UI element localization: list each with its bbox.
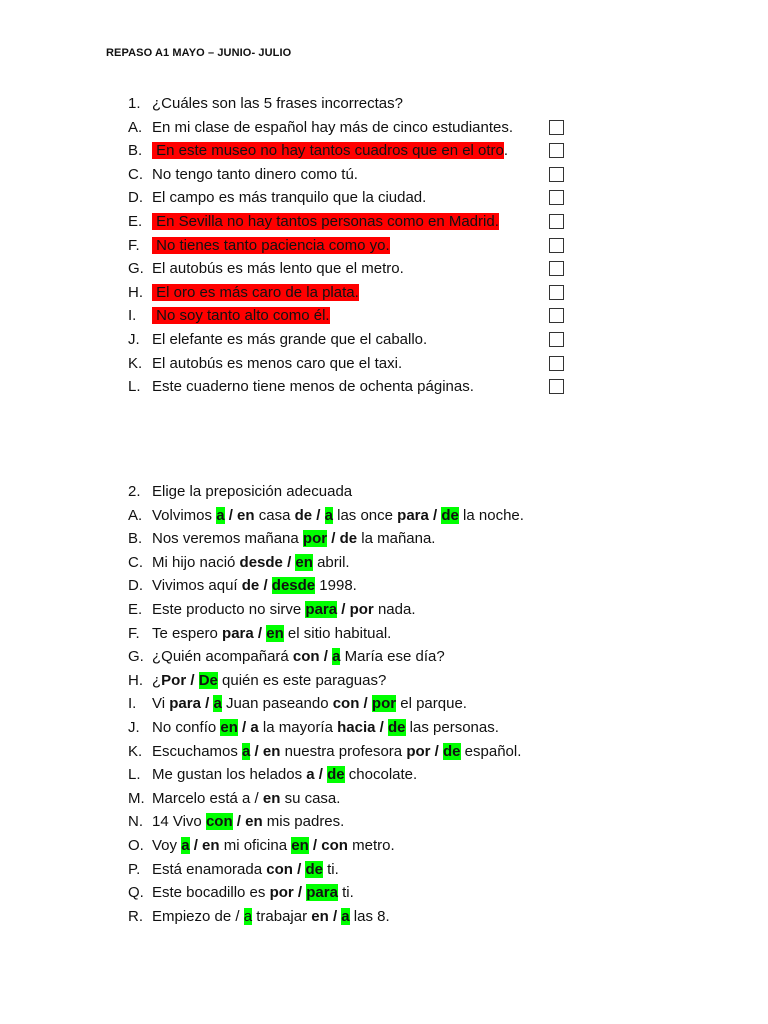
item-letter: Q. <box>128 884 144 902</box>
correct-answer-option[interactable]: de <box>305 860 323 878</box>
correct-answer-option[interactable]: desde <box>271 577 316 595</box>
correct-answer-option[interactable]: por <box>302 530 328 548</box>
preposition-option[interactable]: / en <box>189 836 220 854</box>
correct-answer-option[interactable]: en <box>291 836 309 854</box>
answer-checkbox[interactable] <box>549 120 564 135</box>
item-letter: B. <box>128 530 143 548</box>
correct-answer-option[interactable]: a <box>324 506 333 524</box>
exercise-1-item <box>128 186 513 210</box>
item-sentence: El elefante es más grande que el caballo. <box>152 330 428 348</box>
answer-checkbox[interactable] <box>549 356 564 371</box>
item-punctuation: . <box>503 142 509 160</box>
correct-answer-option[interactable]: en <box>295 553 313 571</box>
item-letter: R. <box>128 907 143 925</box>
sentence-text: nada. <box>373 600 416 618</box>
exercise-2-item <box>128 692 524 716</box>
sentence-text: español. <box>460 742 522 760</box>
exercise-2-items <box>128 504 524 929</box>
item-letter: G. <box>128 260 144 278</box>
sentence-text: María ese día? <box>340 648 445 666</box>
preposition-option[interactable]: / por <box>337 600 374 618</box>
sentence-text: Juan paseando <box>221 695 333 713</box>
correct-answer-option[interactable]: para <box>306 884 338 902</box>
preposition-option[interactable]: por / <box>406 742 439 760</box>
correct-answer-option[interactable]: por <box>371 695 397 713</box>
sentence-text: trabajar <box>252 907 312 925</box>
answer-checkbox[interactable] <box>549 167 564 182</box>
item-letter: B. <box>128 142 143 160</box>
item-letter: E. <box>128 212 143 230</box>
exercise-1-item <box>128 375 513 399</box>
correct-answer-option[interactable]: a <box>216 506 225 524</box>
item-sentence: El autobús es más lento que el metro. <box>152 260 404 278</box>
correct-answer-option[interactable]: a <box>242 742 251 760</box>
exercise-2-item <box>128 504 524 528</box>
preposition-option[interactable]: en / <box>311 907 338 925</box>
preposition-option[interactable]: / en <box>250 742 281 760</box>
sentence-text: abril. <box>312 553 350 571</box>
exercise-2-item <box>128 787 524 811</box>
correct-answer-option[interactable]: en <box>220 718 238 736</box>
preposition-option[interactable]: para / <box>169 695 210 713</box>
exercise-2-item <box>128 740 524 764</box>
item-letter: O. <box>128 836 144 854</box>
exercise-2-item <box>128 834 524 858</box>
sentence-text: chocolate. <box>344 766 418 784</box>
sentence-text: Está enamorada <box>152 860 267 878</box>
correct-answer-option[interactable]: de <box>388 718 406 736</box>
sentence-text: Empiezo de / <box>152 907 244 925</box>
preposition-option[interactable]: para / <box>222 624 263 642</box>
document-title: REPASO A1 MAYO – JUNIO- JULIO <box>106 47 292 59</box>
preposition-option[interactable]: / en <box>232 813 263 831</box>
sentence-text: Nos veremos mañana <box>152 530 303 548</box>
sentence-text: Voy <box>152 836 182 854</box>
correct-answer-option[interactable]: de <box>327 766 345 784</box>
sentence-text: las 8. <box>349 907 390 925</box>
item-sentence: No soy tanto alto como él. <box>152 307 330 325</box>
exercise-2-item <box>128 527 524 551</box>
sentence-text: ti. <box>337 884 354 902</box>
item-letter: G. <box>128 648 144 666</box>
item-letter: D. <box>128 577 143 595</box>
correct-answer-option[interactable]: de <box>441 506 459 524</box>
preposition-option[interactable]: con / <box>266 860 302 878</box>
sentence-text: Marcelo está a / <box>152 789 263 807</box>
exercise-1-item <box>128 116 513 140</box>
preposition-option[interactable]: / en <box>224 506 255 524</box>
exercise-1-item <box>128 163 513 187</box>
item-letter: P. <box>128 860 141 878</box>
item-letter: H. <box>128 671 143 689</box>
preposition-option[interactable]: desde / <box>239 553 292 571</box>
sentence-text: Este producto no sirve <box>152 600 306 618</box>
correct-answer-option[interactable]: para <box>305 600 338 618</box>
sentence-text: quién es este paraguas? <box>217 671 387 689</box>
exercise-2-item <box>128 858 524 882</box>
item-letter: J. <box>128 330 140 348</box>
preposition-option[interactable]: / con <box>308 836 348 854</box>
sentence-text: ti. <box>322 860 339 878</box>
sentence-text: Te espero <box>152 624 223 642</box>
item-sentence: No tengo tanto dinero como tú. <box>152 165 358 183</box>
preposition-option[interactable]: hacia / <box>337 718 384 736</box>
item-letter: L. <box>128 378 141 396</box>
sentence-text: la mañana. <box>357 530 436 548</box>
sentence-text: Escuchamos <box>152 742 243 760</box>
exercise-2-item <box>128 763 524 787</box>
sentence-text: la noche. <box>458 506 524 524</box>
correct-answer-option[interactable]: a <box>341 907 350 925</box>
item-sentence: Este cuaderno tiene menos de ochenta páginas. <box>152 378 474 396</box>
item-letter: F. <box>128 624 140 642</box>
correct-answer-option[interactable]: a <box>213 695 222 713</box>
preposition-option[interactable]: / a <box>237 718 259 736</box>
sentence-text: el parque. <box>396 695 467 713</box>
sentence-text: 1998. <box>315 577 357 595</box>
item-letter: K. <box>128 742 143 760</box>
sentence-text: nuestra profesora <box>280 742 407 760</box>
exercise-1-item <box>128 210 513 234</box>
exercise-2-number: 2. <box>128 483 141 500</box>
sentence-text: Vi <box>152 695 170 713</box>
correct-answer-option[interactable]: De <box>198 671 218 689</box>
item-letter: I. <box>128 307 137 325</box>
exercise-2-item <box>128 881 524 905</box>
exercise-1-item <box>128 352 513 376</box>
sentence-text: ¿Quién acompañará <box>152 648 293 666</box>
exercise-1-item <box>128 234 513 258</box>
item-sentence: El autobús es menos caro que el taxi. <box>152 354 403 372</box>
sentence-text: metro. <box>347 836 395 854</box>
item-letter: C. <box>128 553 143 571</box>
sentence-text: las personas. <box>405 718 499 736</box>
preposition-option[interactable]: a / <box>306 766 323 784</box>
exercise-1-item <box>128 257 513 281</box>
exercise-1-title: ¿Cuáles son las 5 frases incorrectas? <box>152 95 403 112</box>
correct-answer-option[interactable]: a <box>332 648 341 666</box>
sentence-text: ¿ <box>152 671 162 689</box>
exercise-2-item <box>128 716 524 740</box>
item-letter: E. <box>128 600 143 618</box>
preposition-option[interactable]: con / <box>292 648 328 666</box>
item-sentence: En Sevilla no hay tantos personas como en Madrid. <box>152 212 499 230</box>
preposition-option[interactable]: en <box>262 789 281 807</box>
preposition-option[interactable]: Por / <box>161 671 195 689</box>
exercise-1-item <box>128 328 513 352</box>
item-letter: L. <box>128 766 141 784</box>
sentence-text <box>320 507 324 524</box>
correct-answer-option[interactable]: en <box>266 624 284 642</box>
sentence-text: 14 Vivo <box>152 813 206 831</box>
correct-answer-option[interactable]: a <box>181 836 190 854</box>
answer-checkbox[interactable] <box>549 308 564 323</box>
sentence-text: Este bocadillo es <box>152 884 270 902</box>
preposition-option[interactable]: para / <box>397 506 438 524</box>
sentence-text: la mayoría <box>258 718 338 736</box>
sentence-text: su casa. <box>280 789 341 807</box>
item-sentence: En este museo no hay tantos cuadros que en el otro <box>152 142 504 160</box>
preposition-option[interactable]: de / <box>294 506 321 524</box>
preposition-option[interactable]: por / <box>269 884 303 902</box>
item-sentence: El campo es más tranquilo que la ciudad. <box>152 189 427 207</box>
exercise-1-number: 1. <box>128 95 141 112</box>
answer-checkbox[interactable] <box>549 238 564 253</box>
exercise-1-items <box>128 116 513 399</box>
item-sentence: El oro es más caro de la plata. <box>152 283 359 301</box>
exercise-1-item <box>128 281 513 305</box>
preposition-option[interactable]: / de <box>327 530 358 548</box>
exercise-1 <box>128 92 513 399</box>
item-sentence: No tienes tanto paciencia como yo. <box>152 236 390 254</box>
item-letter: D. <box>128 189 143 207</box>
answer-checkbox[interactable] <box>549 379 564 394</box>
sentence-text: Me gustan los helados <box>152 766 307 784</box>
sentence-text: Vivimos aquí <box>152 577 242 595</box>
sentence-text: Volvimos <box>152 506 217 524</box>
item-letter: A. <box>128 506 143 524</box>
exercise-2-item <box>128 669 524 693</box>
correct-answer-option[interactable]: de <box>442 742 461 760</box>
exercise-2-item <box>128 622 524 646</box>
exercise-2-heading <box>128 480 524 504</box>
exercise-2-item <box>128 645 524 669</box>
sentence-text: casa <box>254 506 295 524</box>
correct-answer-option[interactable]: a <box>243 907 253 925</box>
answer-checkbox[interactable] <box>549 190 564 205</box>
preposition-option[interactable]: de / <box>241 577 268 595</box>
item-letter: I. <box>128 695 137 713</box>
preposition-option[interactable]: con / <box>332 695 368 713</box>
item-letter: N. <box>128 813 143 831</box>
item-letter: M. <box>128 789 145 807</box>
item-letter: H. <box>128 283 143 301</box>
exercise-1-item <box>128 139 513 163</box>
item-letter: K. <box>128 354 143 372</box>
answer-checkbox[interactable] <box>549 261 564 276</box>
sentence-text: mi oficina <box>219 836 292 854</box>
answer-checkbox[interactable] <box>549 143 564 158</box>
exercise-2-item <box>128 574 524 598</box>
exercise-1-item <box>128 304 513 328</box>
sentence-text: las once <box>332 506 398 524</box>
answer-checkbox[interactable] <box>549 214 564 229</box>
sentence-text: Mi hijo nació <box>152 553 240 571</box>
exercise-2-item <box>128 598 524 622</box>
sentence-text: mis padres. <box>262 813 345 831</box>
correct-answer-option[interactable]: con <box>205 813 233 831</box>
exercise-2-item <box>128 810 524 834</box>
item-letter: J. <box>128 718 140 736</box>
exercise-2-title: Elige la preposición adecuada <box>152 483 353 500</box>
exercise-2-item <box>128 551 524 575</box>
answer-checkbox[interactable] <box>549 285 564 300</box>
sentence-text: el sitio habitual. <box>283 624 392 642</box>
exercise-2-item <box>128 905 524 929</box>
item-letter: C. <box>128 165 143 183</box>
answer-checkbox[interactable] <box>549 332 564 347</box>
item-letter: F. <box>128 236 140 254</box>
item-sentence: En mi clase de español hay más de cinco estudiantes. <box>152 118 514 136</box>
exercise-1-heading <box>128 92 513 116</box>
sentence-text: No confío <box>152 718 221 736</box>
item-letter: A. <box>128 118 143 136</box>
exercise-2 <box>128 480 524 928</box>
